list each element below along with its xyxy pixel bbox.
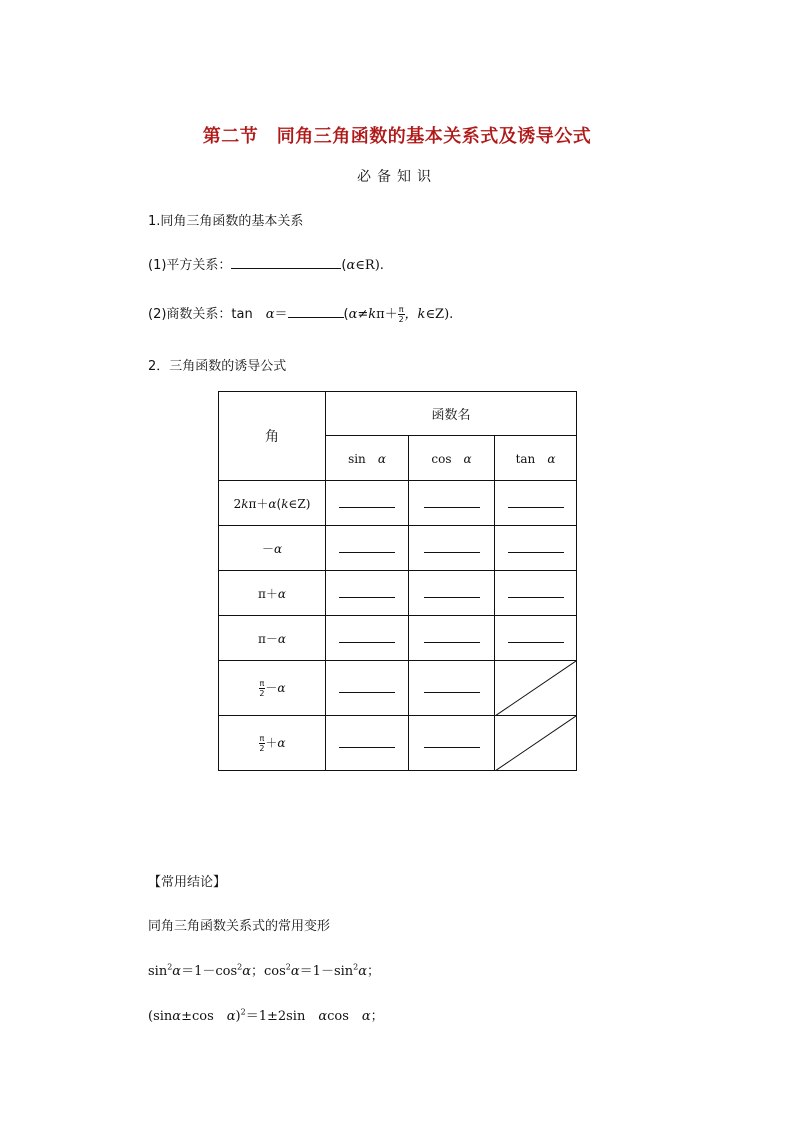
formula-part: ； [370, 1009, 384, 1024]
answer-blank [424, 630, 480, 643]
table-row [219, 526, 577, 571]
k-symbol: k [241, 496, 249, 511]
page-title: 第二节 同角三角函数的基本关系式及诱导公式 [202, 126, 592, 147]
answer-cell [409, 616, 495, 661]
answer-cell [326, 616, 409, 661]
table-row [219, 661, 577, 716]
alpha-symbol: α [172, 964, 182, 979]
answer-blank [339, 630, 395, 643]
angle-part: － [261, 541, 274, 556]
formula-part: cos [327, 1009, 362, 1024]
alpha-symbol: α [361, 1009, 371, 1024]
alpha-symbol: α [346, 258, 356, 273]
quotient-relation-line [148, 303, 453, 324]
induction-formula-table [218, 391, 577, 771]
square-relation-cond-open: ( [341, 258, 347, 273]
col-name: sin [348, 451, 366, 466]
answer-blank [339, 680, 395, 693]
formula-part: ＝1±2sin [245, 1009, 319, 1024]
table-row [219, 716, 577, 771]
table-row [219, 571, 577, 616]
answer-cell [326, 716, 409, 771]
quotient-relation-blank [288, 305, 344, 318]
table-row [219, 616, 577, 661]
alpha-symbol: α [268, 496, 277, 511]
quotient-cond-open: ( [343, 307, 349, 322]
angle-part: － [265, 680, 278, 695]
alpha-symbol: α [265, 307, 275, 322]
alpha-symbol: α [172, 1009, 182, 1024]
diagonal-empty-cell [495, 661, 577, 716]
answer-blank [339, 540, 395, 553]
answer-blank [508, 585, 564, 598]
angle-part: π＋ [248, 496, 269, 511]
angle-part: π－ [258, 631, 278, 646]
angle-cell [219, 526, 326, 571]
section2-heading: 2．三角函数的诱导公式 [148, 359, 287, 374]
col-sin-header [326, 436, 409, 481]
angle-cell [219, 616, 326, 661]
answer-blank [508, 630, 564, 643]
formula-line-2 [148, 1005, 384, 1024]
answer-cell [409, 571, 495, 616]
table-row [219, 481, 577, 526]
answer-cell [326, 571, 409, 616]
alpha-symbol: α [547, 451, 556, 466]
angle-header: 角 [219, 392, 326, 481]
pi-plus: π＋ [376, 307, 398, 322]
angle-part: ＋ [265, 735, 278, 750]
answer-cell [326, 526, 409, 571]
fraction-denominator: 2 [259, 743, 265, 753]
answer-blank [339, 495, 395, 508]
alpha-symbol: α [277, 735, 286, 750]
answer-blank [424, 540, 480, 553]
formula-line-1 [148, 960, 380, 979]
square-relation-blank [231, 256, 341, 269]
alpha-symbol: α [277, 586, 286, 601]
pi-over-two-fraction [398, 305, 405, 324]
quotient-relation-label: (2)商数关系：tan [148, 307, 266, 322]
square-relation-label: (1)平方关系： [148, 258, 232, 273]
answer-cell [495, 616, 577, 661]
angle-cell [219, 481, 326, 526]
answer-blank [508, 495, 564, 508]
answer-cell [495, 526, 577, 571]
alpha-symbol: α [377, 451, 386, 466]
exponent: 2 [353, 962, 359, 972]
fraction-denominator: 2 [259, 688, 265, 698]
alpha-symbol: α [318, 1009, 328, 1024]
alpha-symbol: α [277, 680, 286, 695]
section1-heading: 1.同角三角函数的基本关系 [148, 214, 304, 229]
col-cos-header [409, 436, 495, 481]
section-subtitle: 必备知识 [357, 169, 437, 185]
function-name-header: 函数名 [326, 392, 577, 436]
exponent: 2 [237, 962, 243, 972]
answer-blank [508, 540, 564, 553]
fraction-numerator: π [398, 305, 404, 314]
formula-part: sin [148, 964, 168, 979]
quotient-cond-end: ∈Z). [425, 307, 454, 322]
formula-part: (sin [148, 1009, 173, 1024]
alpha-symbol: α [348, 307, 358, 322]
answer-cell [326, 481, 409, 526]
alpha-symbol: α [358, 964, 368, 979]
diagonal-empty-cell [495, 716, 577, 771]
angle-cell [219, 716, 326, 771]
exponent: 2 [167, 962, 173, 972]
k-symbol: k [281, 496, 289, 511]
k-symbol: ，k [404, 307, 426, 322]
fraction-numerator: π [259, 733, 265, 743]
angle-part: 2 [233, 496, 242, 511]
angle-cell [219, 661, 326, 716]
formula-part: ) [235, 1009, 241, 1024]
angle-cell [219, 571, 326, 616]
answer-blank [339, 585, 395, 598]
col-name: tan [515, 451, 536, 466]
answer-blank [424, 585, 480, 598]
exponent: 2 [285, 962, 291, 972]
not-equal-sign: ≠ [357, 307, 369, 322]
col-name: cos [431, 451, 452, 466]
answer-blank [339, 735, 395, 748]
fraction-numerator: π [259, 678, 265, 688]
alpha-symbol: α [463, 451, 472, 466]
square-relation-cond: ∈R). [355, 258, 384, 273]
answer-blank [424, 735, 480, 748]
answer-cell [495, 481, 577, 526]
square-relation-line [148, 254, 384, 273]
diagonal-line-icon [495, 661, 576, 716]
answer-cell [326, 661, 409, 716]
common-variants-subheading: 同角三角函数关系式的常用变形 [148, 919, 331, 934]
formula-part: ＝1－sin [299, 964, 354, 979]
fraction-denominator: 2 [398, 315, 404, 324]
angle-part: π＋ [258, 586, 278, 601]
answer-cell [409, 716, 495, 771]
angle-part: ( [276, 496, 282, 511]
answer-blank [424, 495, 480, 508]
formula-part: ＝1－cos [181, 964, 238, 979]
alpha-symbol: α [277, 631, 286, 646]
answer-cell [495, 571, 577, 616]
common-conclusion-heading: 【常用结论】 [148, 875, 227, 890]
answer-cell [409, 481, 495, 526]
angle-part: ∈Z) [288, 496, 311, 511]
alpha-symbol: α [242, 964, 252, 979]
k-symbol: k [368, 307, 377, 322]
formula-part: ±cos [181, 1009, 227, 1024]
answer-cell [409, 526, 495, 571]
answer-blank [424, 680, 480, 693]
answer-cell [409, 661, 495, 716]
col-tan-header [495, 436, 577, 481]
exponent: 2 [240, 1007, 246, 1017]
alpha-symbol: α [226, 1009, 236, 1024]
formula-part: ； [367, 964, 381, 979]
alpha-symbol: α [273, 541, 283, 556]
equals-sign: ＝ [274, 307, 288, 322]
diagonal-line-icon [495, 716, 576, 771]
alpha-symbol: α [290, 964, 300, 979]
formula-part: ；cos [251, 964, 286, 979]
